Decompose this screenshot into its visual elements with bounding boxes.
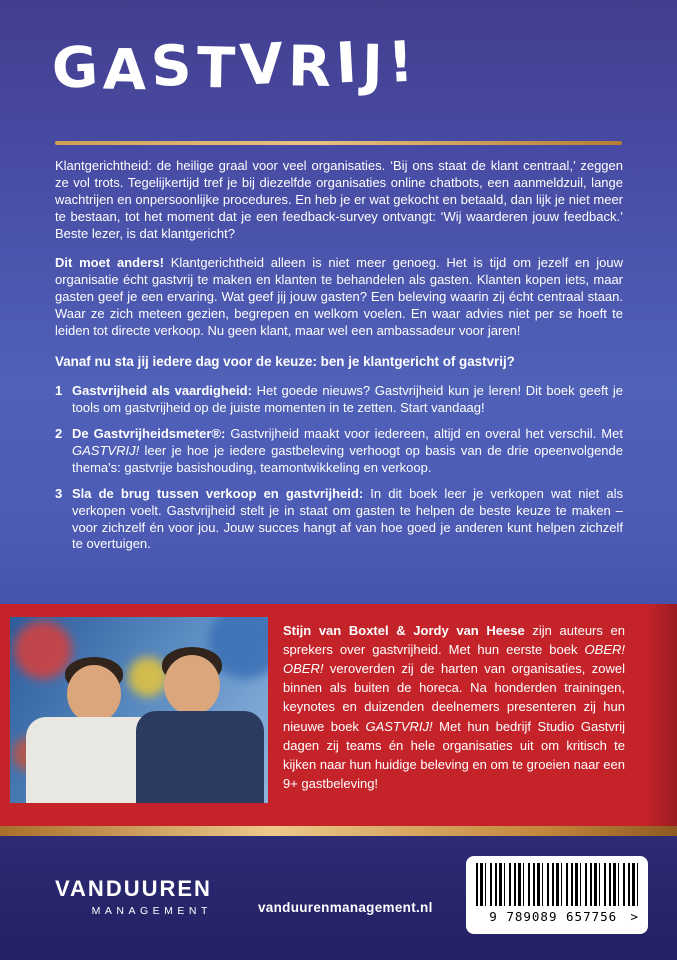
- book-title-logo: GASTVRIJ!: [50, 29, 421, 104]
- point-number: 2: [55, 426, 63, 442]
- point-body: Het goede nieuws? Gastvrijheid kun je leren! Dit boek geeft je tools om gastvrijheid op de juiste momenten in te zetten. Start vandaag!: [72, 383, 623, 416]
- selling-points: [55, 383, 623, 553]
- point-text: [72, 486, 623, 554]
- point-number: 1: [55, 383, 63, 399]
- publisher-logo: [55, 876, 212, 917]
- point-body: In dit boek leer je verkopen wat niet als verkopen voelt. Gastvrijheid stelt je in staat om gasten te helpen de beste keuze te maken – voor zichzelf én voor jou. Jouw succes hangt af van hoe goed je anderen kunt helpen zichzelf te overtuigen.: [72, 485, 623, 552]
- point-lead: Sla de brug tussen verkoop en gastvrijheid:: [72, 485, 364, 501]
- photo-balloon-red: [14, 621, 72, 679]
- choice-line: Vanaf nu sta jij iedere dag voor de keuze: ben je klantgericht of gastvrij?: [55, 353, 515, 369]
- gold-stripe: [0, 826, 677, 836]
- point-text: [72, 383, 623, 417]
- point-lead: De Gastvrijheidsmeter®:: [72, 426, 226, 442]
- isbn-number: 9 789089 657756: [489, 909, 618, 924]
- blurb: [55, 158, 623, 562]
- authors-section: [0, 604, 677, 826]
- divider-line: [55, 141, 622, 145]
- point-text: [72, 426, 623, 477]
- point-body: Gastvrijheid maakt voor iedereen, altijd en overal het verschil. Met GASTVRIJ! leer je hoe je iedere gastbeleving verhoogt op basis van de drie opeenvolgende thema's: gastvrije basishouding, teamontwikkeling en verkoop.: [72, 426, 623, 475]
- second-paragraph-lead: Dit moet anders!: [55, 255, 164, 271]
- selling-point-2: [55, 426, 623, 477]
- barcode-digits-row: [476, 909, 638, 924]
- photo-person-left-head: [67, 665, 121, 723]
- intro-paragraph: Klantgerichtheid: de heilige graal voor veel organisaties. ‘Bij ons staat de klant centraal,’ zeggen ze vol trots. Tegelijkertijd tref je bij diezelfde organisaties online chatbots, een aanmeldzuil, lange wachtrijen en onpersoonlijke procedures. En heb je er wat gekocht en betaald, dan lijk je niet meer te bestaan, tot het moment dat je een feedback-survey ontvangt: ‘Wij waarderen jouw feedback.’ Beste lezer, is dat klantgericht?: [55, 158, 623, 241]
- photo-person-right-head: [164, 655, 220, 715]
- second-paragraph-rest: Klantgerichtheid alleen is niet meer genoeg. Het is tijd om jezelf en jouw organisatie écht gastvrij te maken en klanten te behandelen als gasten. Klanten kopen iets, maar gasten geef je een ervaring. Wat geef jij jouw gasten? Een beleving waarin zij écht centraal staan. Waar ze zich meteen gezien, begrepen en welkom voelen. En waar advies niet per se hoeft te leiden tot directe verkoop. Nu geen klant, maar wel een ambassadeur voor jaren!: [55, 255, 623, 339]
- point-number: 3: [55, 485, 63, 501]
- second-paragraph: [55, 255, 623, 339]
- authors-bio: Stijn van Boxtel & Jordy van Heese zijn auteurs en sprekers over gastvrijheid. Met hun eerste boek OBER! OBER! veroverden zij de harten van organisaties, zowel binnen als buiten de horeca. Na honderden trainingen, keynotes en duizenden deelnemers presenteren zij hun nieuwe boek GASTVRIJ! Met hun bedrijf Studio Gastvrij dagen zij teams én hele organisaties uit om kritisch te kijken naar hun huidige beleving en om te groeien naar een 9+ gastbeleving!: [283, 623, 626, 791]
- barcode-quiet-zone-arrow: >: [630, 909, 638, 924]
- point-lead: Gastvrijheid als vaardigheid:: [72, 383, 252, 399]
- photo-person-right-shirt: [136, 711, 264, 803]
- barcode: [466, 856, 648, 934]
- publisher-subtitle: MANAGEMENT: [91, 905, 212, 917]
- selling-point-3: [55, 486, 623, 554]
- publisher-name: VANDUUREN: [55, 876, 212, 901]
- authors-photo: [10, 617, 268, 803]
- footer: [0, 836, 677, 960]
- barcode-bars: [476, 863, 638, 906]
- selling-point-1: [55, 383, 623, 417]
- publisher-website: vanduurenmanagement.nl: [258, 900, 433, 915]
